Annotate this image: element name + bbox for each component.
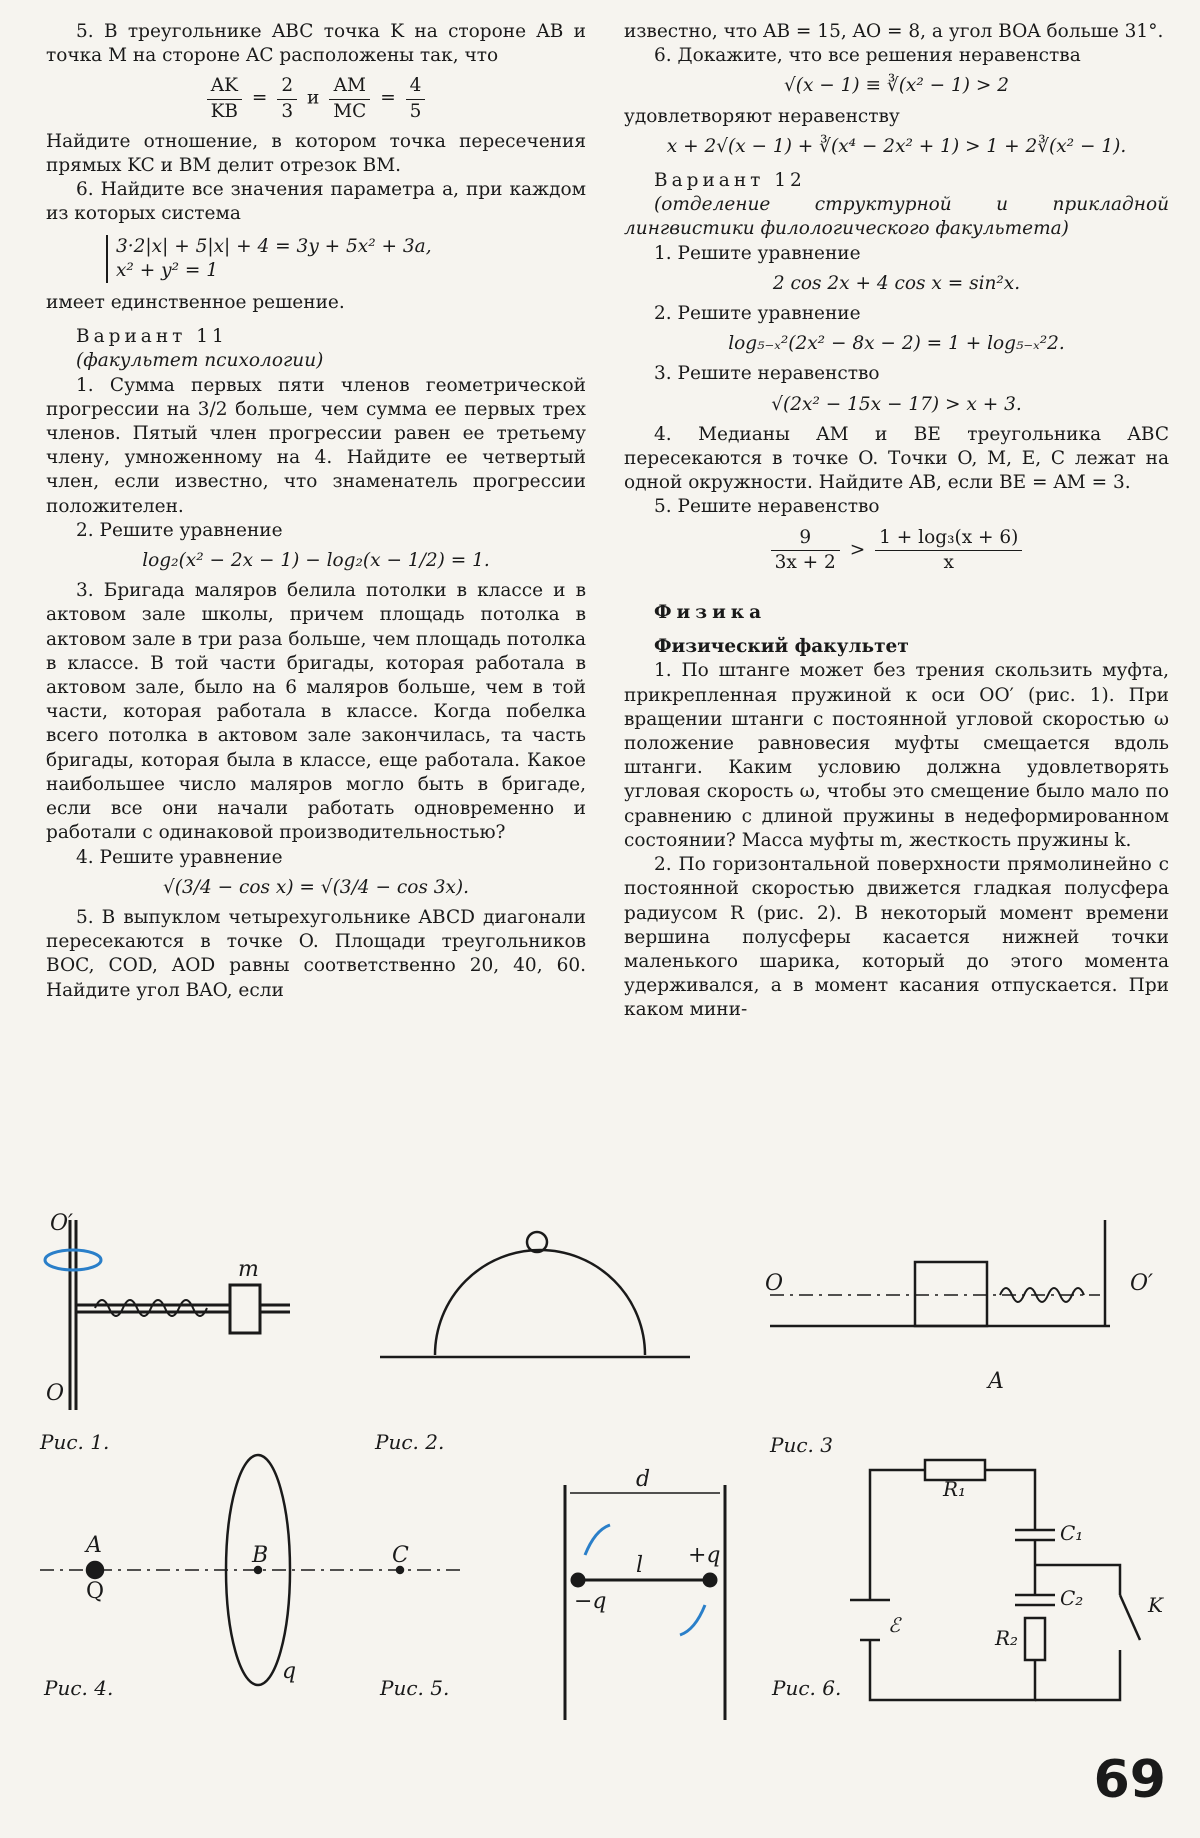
caption-fig-2: Рис. 2. (375, 1430, 445, 1454)
right-column (624, 20, 1169, 1023)
figure-3 (765, 1220, 1153, 1394)
fig6-label-C1: C₁ (1060, 1521, 1084, 1545)
v12-problem-1: 1. Решите уравнение (654, 242, 861, 264)
fig6-label-emf: ℰ (888, 1613, 901, 1637)
variant-12-subtitle: (отделение структурной и прикладной лингвистики филологического факультета) (624, 194, 1169, 240)
v12-problem-3-formula: √(2x² − 15x − 17) > x + 3. (771, 393, 1022, 415)
fig3-label-A: A (988, 1369, 1004, 1394)
v11-problem-4-formula: √(3/4 − cos x) = √(3/4 − cos 3x). (162, 876, 470, 898)
fig1-label-m: m (238, 1257, 259, 1282)
fig6-label-K: K (1148, 1593, 1163, 1617)
problem-6-end: имеет единственное решение. (46, 292, 345, 314)
physics-heading: Физика (654, 602, 767, 624)
variant-11-subtitle: (факультет психологии) (76, 350, 324, 372)
problem-6-system: 3·2|x| + 5|x| + 4 = 3y + 5x² + 3a, x² + y² = 1 (106, 235, 586, 283)
variant-12-title: Вариант 12 (654, 170, 806, 192)
fig5-label-plus-q: +q (688, 1543, 721, 1568)
v11-problem-3: 3. Бригада маляров белила потолки в классе и в актовом зале школы, причем площадь потолка в актовом зале в три раза больше, чем площадь потолка в классе. В той части бригады, которая работала в актовом зале, было на 6 маляров больше, чем в той части, которая работала в классе. Когда побелка всего потолка в актовом зале закончилась, та часть бригады, которая была в классе, еще работала. Какое наибольшее число маляров могло быть в бригаде, если все они начали работать одновременно и работали с одинаковой производительностью? (46, 580, 586, 844)
fig6-label-C2: C₂ (1060, 1586, 1084, 1610)
caption-fig-1: Рис. 1. (40, 1430, 110, 1454)
caption-fig-3: Рис. 3 (770, 1433, 833, 1457)
caption-fig-5: Рис. 5. (380, 1676, 450, 1700)
v12-problem-2-formula: log₅₋ₓ²(2x² − 8x − 2) = 1 + log₅₋ₓ²2. (728, 333, 1065, 355)
v11-problem-6-mid: удовлетворяют неравенству (624, 105, 900, 127)
fig4-label-B: B (252, 1543, 269, 1568)
v11-problem-1: 1. Сумма первых пяти членов геометрической прогрессии на 3/2 больше, чем сумма ее первых трех членов. Пятый член прогрессии равен ее третьему члену, умноженному на 4. Найдите ее четвертый член, если известно, что знаменатель прогрессии положителен. (46, 374, 586, 517)
figures-area (0, 1200, 1200, 1760)
v11-problem-4: 4. Решите уравнение (76, 846, 283, 868)
figure-4 (40, 1455, 460, 1685)
v11-problem-2: 2. Решите уравнение (76, 519, 283, 541)
fig6-label-R1: R₁ (943, 1477, 967, 1501)
fig1-label-O-bottom: O (46, 1381, 65, 1406)
v12-problem-5: 5. Решите неравенство (654, 496, 880, 518)
v11-problem-6-formula-2: x + 2√(x − 1) + ∛(x⁴ − 2x² + 1) > 1 + 2∛(x² − 1). (666, 135, 1127, 157)
fig6-label-R2: R₂ (995, 1626, 1019, 1650)
physics-faculty-heading: Физический факультет (654, 636, 909, 658)
v12-problem-4: 4. Медианы AM и BE треугольника ABC пересекаются в точке O. Точки O, M, E, C лежат на одной окружности. Найдите AB, если BE = AM = 3. (624, 423, 1169, 494)
physics-problem-1: 1. По штанге может без трения скользить муфта, прикрепленная пружиной к оси OO′ (рис. 1). При вращении штанги с постоянной угловой скоростью ω положение равновесия муфты смещается вдоль штанги. Каким условию должна удовлетворять угловая скорость ω, чтобы это смещение было мало по сравнению с длиной пружины в недеформированном состоянии? Масса муфты m, жесткость пружины k. (624, 660, 1169, 851)
fig4-label-A: A (86, 1533, 102, 1558)
v11-problem-5-cont: известно, что AB = 15, AO = 8, а угол BOA больше 31°. (624, 21, 1164, 42)
figure-6 (850, 1460, 1164, 1700)
figure-2 (380, 1232, 690, 1357)
v11-problem-5: 5. В выпуклом четырехугольнике ABCD диагонали пересекаются в точке O. Площади треугольников BOC, COD, AOD равны соответственно 20, 40, 60. Найдите угол BAO, если (46, 906, 586, 1001)
problem-5-formula: $\frac{AK}{KB}$ = $\frac{2}{3}$ и $\frac{AM}{MC}$ = $\frac{4}{5}$ (46, 74, 586, 123)
v11-problem-6: 6. Докажите, что все решения неравенства (654, 45, 1081, 67)
caption-fig-6: Рис. 6. (772, 1676, 842, 1700)
v12-problem-5-formula: $\frac{9}{3x + 2}$ > $\frac{\text{1 + log₃(x + 6)}}{x}$ (624, 526, 1169, 575)
figure-5 (565, 1467, 725, 1720)
problem-5-end: Найдите отношение, в котором точка пересечения прямых KC и BM делит отрезок BM. (46, 130, 586, 177)
caption-fig-4: Рис. 4. (44, 1676, 114, 1700)
v12-problem-3: 3. Решите неравенство (654, 363, 880, 385)
page-number: 69 (1093, 1750, 1166, 1810)
fig3-label-O-prime: O′ (1130, 1271, 1154, 1296)
v11-problem-6-formula-1: √(x − 1) ≡ ∛(x² − 1) > 2 (783, 75, 1010, 97)
left-column (46, 20, 586, 1003)
fig5-label-l: l (636, 1553, 644, 1578)
fig5-label-minus-q: −q (574, 1589, 607, 1614)
fig4-label-C: C (392, 1543, 409, 1568)
fig5-label-d: d (636, 1467, 651, 1492)
fig4-label-q: q (282, 1659, 297, 1684)
v11-problem-2-formula: log₂(x² − 2x − 1) − log₂(x − 1/2) = 1. (142, 550, 490, 572)
problem-5: 5. В треугольнике ABC точка K на стороне AB и точка M на стороне AC расположены так, что (46, 21, 586, 67)
physics-problem-2: 2. По горизонтальной поверхности прямолинейно с постоянной скоростью движется гладкая полусфера радиусом R (рис. 2). В некоторый момент времени вершина полусферы касается нижней точки маленького шарика, который до этого момента удерживался, а в момент касания отпускается. При каком мини- (624, 854, 1169, 1021)
fig1-label-O-top: O′ (50, 1211, 74, 1236)
v12-problem-2: 2. Решите уравнение (654, 303, 861, 325)
v12-problem-1-formula: 2 cos 2x + 4 cos x = sin²x. (772, 272, 1021, 294)
variant-11-title: Вариант 11 (76, 326, 228, 348)
figure-1 (45, 1211, 290, 1410)
fig3-label-O: O (765, 1271, 784, 1296)
problem-6: 6. Найдите все значения параметра a, при каждом из которых система (46, 179, 586, 225)
fig4-label-Q: Q (86, 1579, 105, 1604)
figures-svg (0, 1200, 1200, 1760)
